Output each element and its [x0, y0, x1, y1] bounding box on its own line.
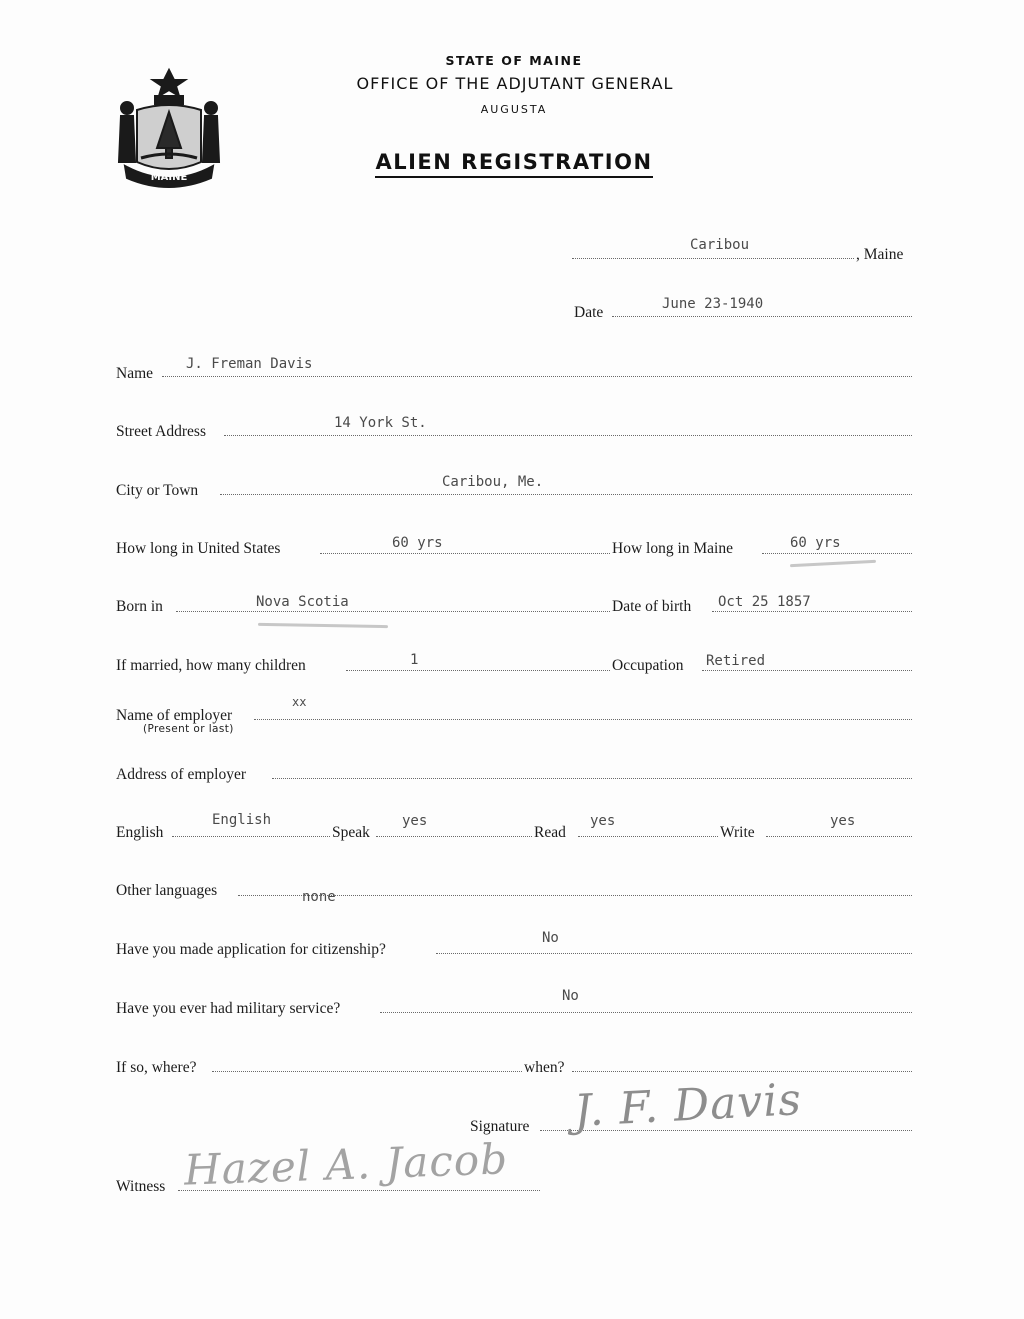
write-label: Write	[720, 824, 755, 841]
citizenship-line	[436, 953, 912, 954]
when-line	[572, 1071, 912, 1072]
read-value: yes	[590, 813, 616, 829]
speak-line	[376, 836, 532, 837]
other-languages-label: Other languages	[116, 882, 218, 899]
english-label: English	[116, 824, 164, 841]
where-label: If so, where?	[116, 1059, 197, 1076]
read-label: Read	[534, 824, 566, 841]
english-value: English	[212, 812, 272, 828]
name-value: J. Freman Davis	[186, 356, 313, 372]
born-in-value: Nova Scotia	[256, 594, 349, 610]
employer-name-value: xx	[292, 695, 307, 709]
employer-name-line	[254, 719, 912, 720]
write-value: yes	[830, 813, 856, 829]
military-line	[380, 1012, 912, 1013]
ink-smear	[790, 560, 876, 567]
other-languages-value: none	[302, 889, 336, 905]
office-heading: OFFICE OF THE ADJUTANT GENERAL	[356, 74, 674, 93]
military-value: No	[562, 988, 579, 1004]
english-line	[172, 836, 330, 837]
form-title: ALIEN REGISTRATION	[375, 150, 653, 174]
birth-date-label: Date of birth	[612, 598, 692, 615]
us-duration-line	[320, 553, 610, 554]
us-duration-value: 60 yrs	[392, 535, 443, 551]
children-value: 1	[410, 652, 419, 668]
date-value: June 23-1940	[662, 296, 764, 312]
when-label: when?	[524, 1059, 565, 1076]
us-duration-label: How long in United States	[116, 540, 281, 557]
citizenship-value: No	[542, 930, 559, 946]
occupation-line	[702, 670, 912, 671]
maine-duration-value: 60 yrs	[790, 535, 841, 551]
signature-label: Signature	[470, 1118, 530, 1135]
maine-duration-line	[762, 553, 912, 554]
children-line	[346, 670, 610, 671]
born-in-label: Born in	[116, 598, 163, 615]
maine-duration-label: How long in Maine	[612, 540, 733, 557]
employer-name-sublabel: (Present or last)	[143, 723, 234, 735]
street-line	[224, 435, 912, 436]
city-line	[220, 494, 912, 495]
ink-smear	[258, 623, 388, 628]
street-label: Street Address	[116, 423, 206, 440]
name-line	[162, 376, 912, 377]
witness-signature: Hazel A. Jacob	[183, 1134, 509, 1195]
name-label: Name	[116, 365, 154, 382]
citizenship-label: Have you made application for citizenship?	[116, 941, 386, 958]
birth-date-value: Oct 25 1857	[718, 594, 811, 610]
birth-date-line	[712, 611, 912, 612]
place-suffix: , Maine	[856, 246, 904, 263]
city-label: City or Town	[116, 482, 199, 499]
occupation-label: Occupation	[612, 657, 684, 674]
date-label: Date	[574, 304, 604, 321]
where-line	[212, 1071, 522, 1072]
seal-text: MAINE	[150, 172, 188, 183]
children-label: If married, how many children	[116, 657, 306, 674]
military-label: Have you ever had military service?	[116, 1000, 341, 1017]
place-value: Caribou	[690, 237, 750, 253]
witness-label: Witness	[116, 1178, 166, 1195]
write-line	[766, 836, 912, 837]
date-line	[612, 316, 912, 317]
employer-address-label: Address of employer	[116, 766, 246, 783]
city-heading: AUGUSTA	[480, 103, 548, 116]
signature-value: J. F. Davis	[572, 1074, 804, 1137]
street-value: 14 York St.	[334, 415, 427, 431]
speak-label: Speak	[332, 824, 370, 841]
title-underline	[375, 176, 653, 178]
born-in-line	[176, 611, 610, 612]
city-value: Caribou, Me.	[442, 474, 544, 490]
occupation-value: Retired	[706, 653, 766, 669]
state-heading: STATE OF MAINE	[445, 53, 583, 68]
employer-name-label: Name of employer	[116, 707, 233, 724]
other-languages-line	[238, 895, 912, 896]
read-line	[578, 836, 718, 837]
place-line	[572, 258, 854, 259]
speak-value: yes	[402, 813, 428, 829]
employer-address-line	[272, 778, 912, 779]
